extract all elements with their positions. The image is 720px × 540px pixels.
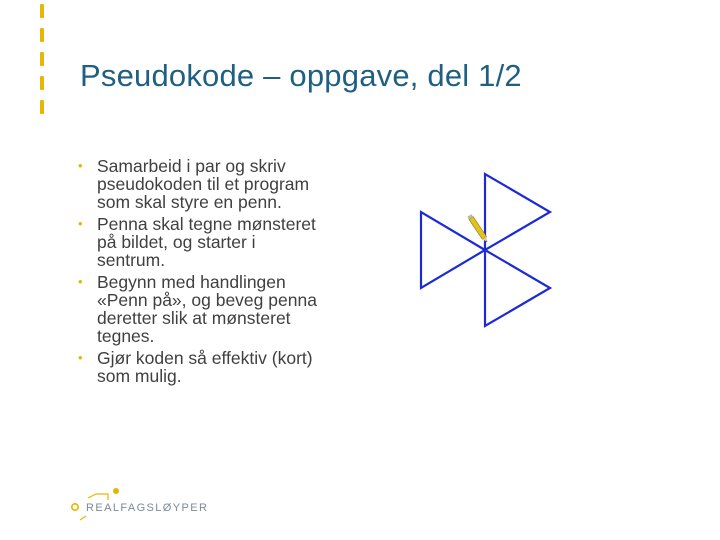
triangle-bottom [485, 250, 550, 326]
slide-title: Pseudokode – oppgave, del 1/2 [80, 58, 522, 93]
bullet-text: Begynn med handlingen «Penn på», og beveg penna deretter slik at mønsteret tegnes. [97, 272, 317, 346]
bullet-text: Samarbeid i par og skriv pseudokoden til et program som skal styre en penn. [97, 156, 310, 212]
bullet-dot: • [78, 274, 83, 289]
logo-text: REALFAGSLØYPER [86, 502, 209, 514]
bullet-text: Penna skal tegne mønsteret på bildet, og starter i sentrum. [97, 214, 316, 270]
bullet-dot: • [78, 216, 83, 231]
bullet-dot: • [78, 350, 83, 365]
bullet-dot: • [78, 158, 83, 173]
gear-icon [72, 504, 78, 510]
accent-dash [40, 28, 44, 42]
accent-bar [40, 0, 44, 115]
accent-dash [40, 100, 44, 114]
bullet-list [78, 157, 328, 389]
bullet-text: Gjør koden så effektiv (kort) som mulig. [97, 348, 313, 386]
triangle-pattern-figure [410, 166, 560, 331]
bullet-item [78, 157, 328, 211]
accent-dash [40, 52, 44, 66]
bullet-item [78, 273, 328, 345]
realfagsloyper-logo [68, 486, 208, 526]
bullet-item [78, 215, 328, 269]
accent-dash [40, 4, 44, 18]
triangle-top [485, 174, 550, 250]
bullet-item [78, 349, 328, 385]
accent-dash [40, 76, 44, 90]
